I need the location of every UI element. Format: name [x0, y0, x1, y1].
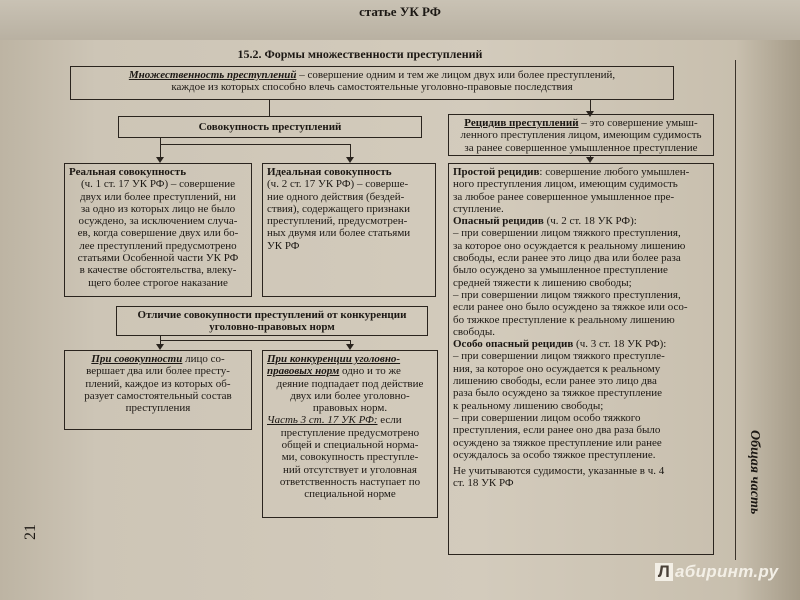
aggregate-case-head: При совокупности	[91, 353, 183, 365]
definition-line-1	[75, 69, 669, 81]
page-number: 21	[22, 524, 39, 540]
real-line-7: в качестве обстоятельства, влеку-	[79, 264, 237, 277]
note-line-0: Не учитываются судимости, указанные в ч. 4	[453, 465, 665, 478]
definition-line-2: каждое из которых способно влечь самостоятельные уголовно-правовые последствия	[171, 81, 573, 94]
dangerous-ref: (ч. 2 ст. 18 УК РФ):	[543, 215, 637, 228]
aggregate-title: Совокупность преступлений	[198, 121, 342, 133]
especially-line-1: ния, за которое оно осуждается к реальному	[453, 362, 661, 375]
ideal-line-2: ствия), содержащего признаки	[267, 202, 410, 215]
previous-page-footer: статье УК РФ	[359, 4, 441, 19]
simple-recidivism-head: Простой рецидив	[453, 166, 540, 178]
part3-line-0: преступление предусмотрено	[280, 426, 420, 439]
real-line-4: ев, когда совершение двух или бо-	[77, 227, 239, 240]
distinction-title-line-2: уголовно-правовых норм	[209, 321, 335, 334]
previous-page	[0, 0, 800, 44]
real-line-1: двух или более преступлений, ни	[80, 190, 236, 203]
recidivism-definition-box	[448, 114, 714, 156]
dangerous-line-8: свободы.	[453, 325, 496, 338]
aggregate-case-box	[64, 350, 252, 430]
ideal-line-5: УК РФ	[267, 239, 300, 252]
dangerous-line-4: средней тяжести к лишению свободы;	[453, 276, 632, 289]
dangerous-line-2: свободы, если ранее это лицо два или более раза	[453, 252, 681, 265]
definition-box	[70, 66, 674, 100]
dangerous-recidivism-head: Опасный рецидив	[453, 215, 544, 228]
especially-line-8: осуждалось за особо тяжкое преступление.	[453, 448, 656, 461]
simple-line-0: : совершение любого умышлен-	[539, 166, 690, 178]
aggregate-title-box	[118, 116, 422, 138]
part3-line-3: ний отсутствует и уголовная	[283, 463, 417, 476]
competition-line-2: правовых норм.	[312, 402, 388, 415]
dangerous-line-6: если ранее оно было осуждено за тяжкое или осо-	[453, 301, 688, 314]
especially-line-2: лишению свободы, если ранее это лицо два	[453, 375, 657, 388]
ideal-aggregate-box	[262, 163, 436, 297]
competition-head-2-rest: одно и то же	[339, 365, 401, 378]
especially-line-4: к реальному лишению свободы;	[453, 399, 604, 412]
recidivism-line-1: за ранее совершенное умышленное преступление	[464, 141, 698, 154]
especially-line-6: преступления, если ранее оно два раза было	[453, 424, 661, 437]
note-line-1: ст. 18 УК РФ	[453, 477, 514, 490]
dangerous-line-5: – при совершении лицом тяжкого преступления,	[453, 288, 681, 301]
watermark	[655, 562, 778, 582]
distinction-title-box	[116, 306, 428, 336]
part3-head-rest: если	[377, 414, 402, 427]
dangerous-line-3: было осуждено за умышленное преступление	[453, 264, 668, 277]
recidivism-line-0: ленного преступления лицом, имеющим судимость	[460, 129, 702, 142]
aggregate-case-head-rest: лицо со-	[182, 353, 225, 365]
watermark-letter: Л	[655, 563, 673, 581]
ideal-aggregate-title: Идеальная совокупность	[267, 166, 392, 178]
simple-line-1: ного преступления лицом, имеющим судимость	[453, 178, 678, 191]
aggregate-case-line-3: преступления	[125, 402, 191, 415]
dangerous-line-0: – при совершении лицом тяжкого преступления,	[453, 227, 681, 240]
watermark-text: абиринт.ру	[675, 562, 779, 581]
aggregate-case-line-1: плений, каждое из которых об-	[85, 377, 231, 390]
part3-line-4: ответственность наступает по	[279, 475, 421, 488]
real-line-6: статьями Особенной части УК РФ	[77, 252, 239, 265]
real-line-0: (ч. 1 ст. 17 УК РФ) – совершение	[80, 178, 236, 191]
recidivism-types-box	[448, 163, 714, 555]
real-aggregate-title: Реальная совокупность	[69, 166, 187, 178]
book-page	[0, 40, 800, 600]
competition-head-1: При конкуренции уголовно-	[267, 353, 401, 365]
competition-line-0: деяние подпадает под действие	[276, 377, 424, 390]
aggregate-case-line-2: разует самостоятельный состав	[84, 389, 232, 402]
section-title: 15.2. Формы множественности преступлений	[237, 47, 483, 61]
definition-rest: – совершение одним и тем же лицом двух или более преступлений,	[296, 69, 616, 81]
especially-line-3: раза было осуждено за тяжкое преступление	[453, 387, 663, 400]
margin-rule	[735, 60, 736, 560]
especially-dangerous-head: Особо опасный рецидив	[453, 338, 574, 351]
part3-line-1: общей и специальной норма-	[281, 439, 419, 452]
real-aggregate-box	[64, 163, 252, 297]
aggregate-case-line-0: вершает два или более престу-	[86, 365, 230, 378]
real-line-2: за одно из которых лицо не было	[80, 202, 236, 215]
real-line-5: лее преступлений предусмотрено	[79, 239, 237, 252]
competition-head-2: правовых норм	[267, 365, 340, 378]
especially-line-5: – при совершении лицом особо тяжкого	[453, 411, 641, 424]
recidivism-term-rest: – это совершение умыш-	[578, 117, 698, 129]
competition-line-1: двух или более уголовно-	[290, 389, 410, 402]
dangerous-line-7: бо тяжкое преступление к реальному лишению	[453, 313, 675, 326]
ideal-line-1: ние одного действия (бездей-	[267, 190, 405, 203]
definition-term: Множественность преступлений	[128, 69, 297, 81]
especially-line-7: осуждено за тяжкое преступление или ранее	[453, 436, 662, 449]
competition-case-box	[262, 350, 438, 518]
part3-head: Часть 3 ст. 17 УК РФ:	[267, 414, 378, 427]
real-line-8: щего более строгое наказание	[88, 276, 228, 289]
part3-line-2: ми, совокупность преступле-	[281, 451, 419, 464]
ideal-line-0: (ч. 2 ст. 17 УК РФ) – соверше-	[267, 178, 409, 191]
simple-line-2: за любое ранее совершенное умышленное пре-	[453, 190, 675, 203]
especially-line-0: – при совершении лицом тяжкого преступле-	[453, 350, 665, 363]
recidivism-term: Рецидив преступлений	[464, 117, 579, 129]
ideal-line-3: преступлений, предусмотрен-	[267, 215, 408, 228]
simple-line-3: ступление.	[453, 202, 504, 215]
distinction-title-line-1: Отличие совокупности преступлений от конкуренции	[137, 309, 407, 321]
especially-ref: (ч. 3 ст. 18 УК РФ):	[573, 338, 667, 351]
dangerous-line-1: за которое оно осуждается к реальному лишению	[453, 239, 686, 252]
side-running-title: Общая часть	[747, 430, 762, 515]
real-line-3: осуждено, за исключением случа-	[78, 215, 238, 228]
ideal-line-4: ных двумя или более статьями	[267, 227, 411, 240]
part3-line-5: специальной норме	[304, 488, 396, 501]
